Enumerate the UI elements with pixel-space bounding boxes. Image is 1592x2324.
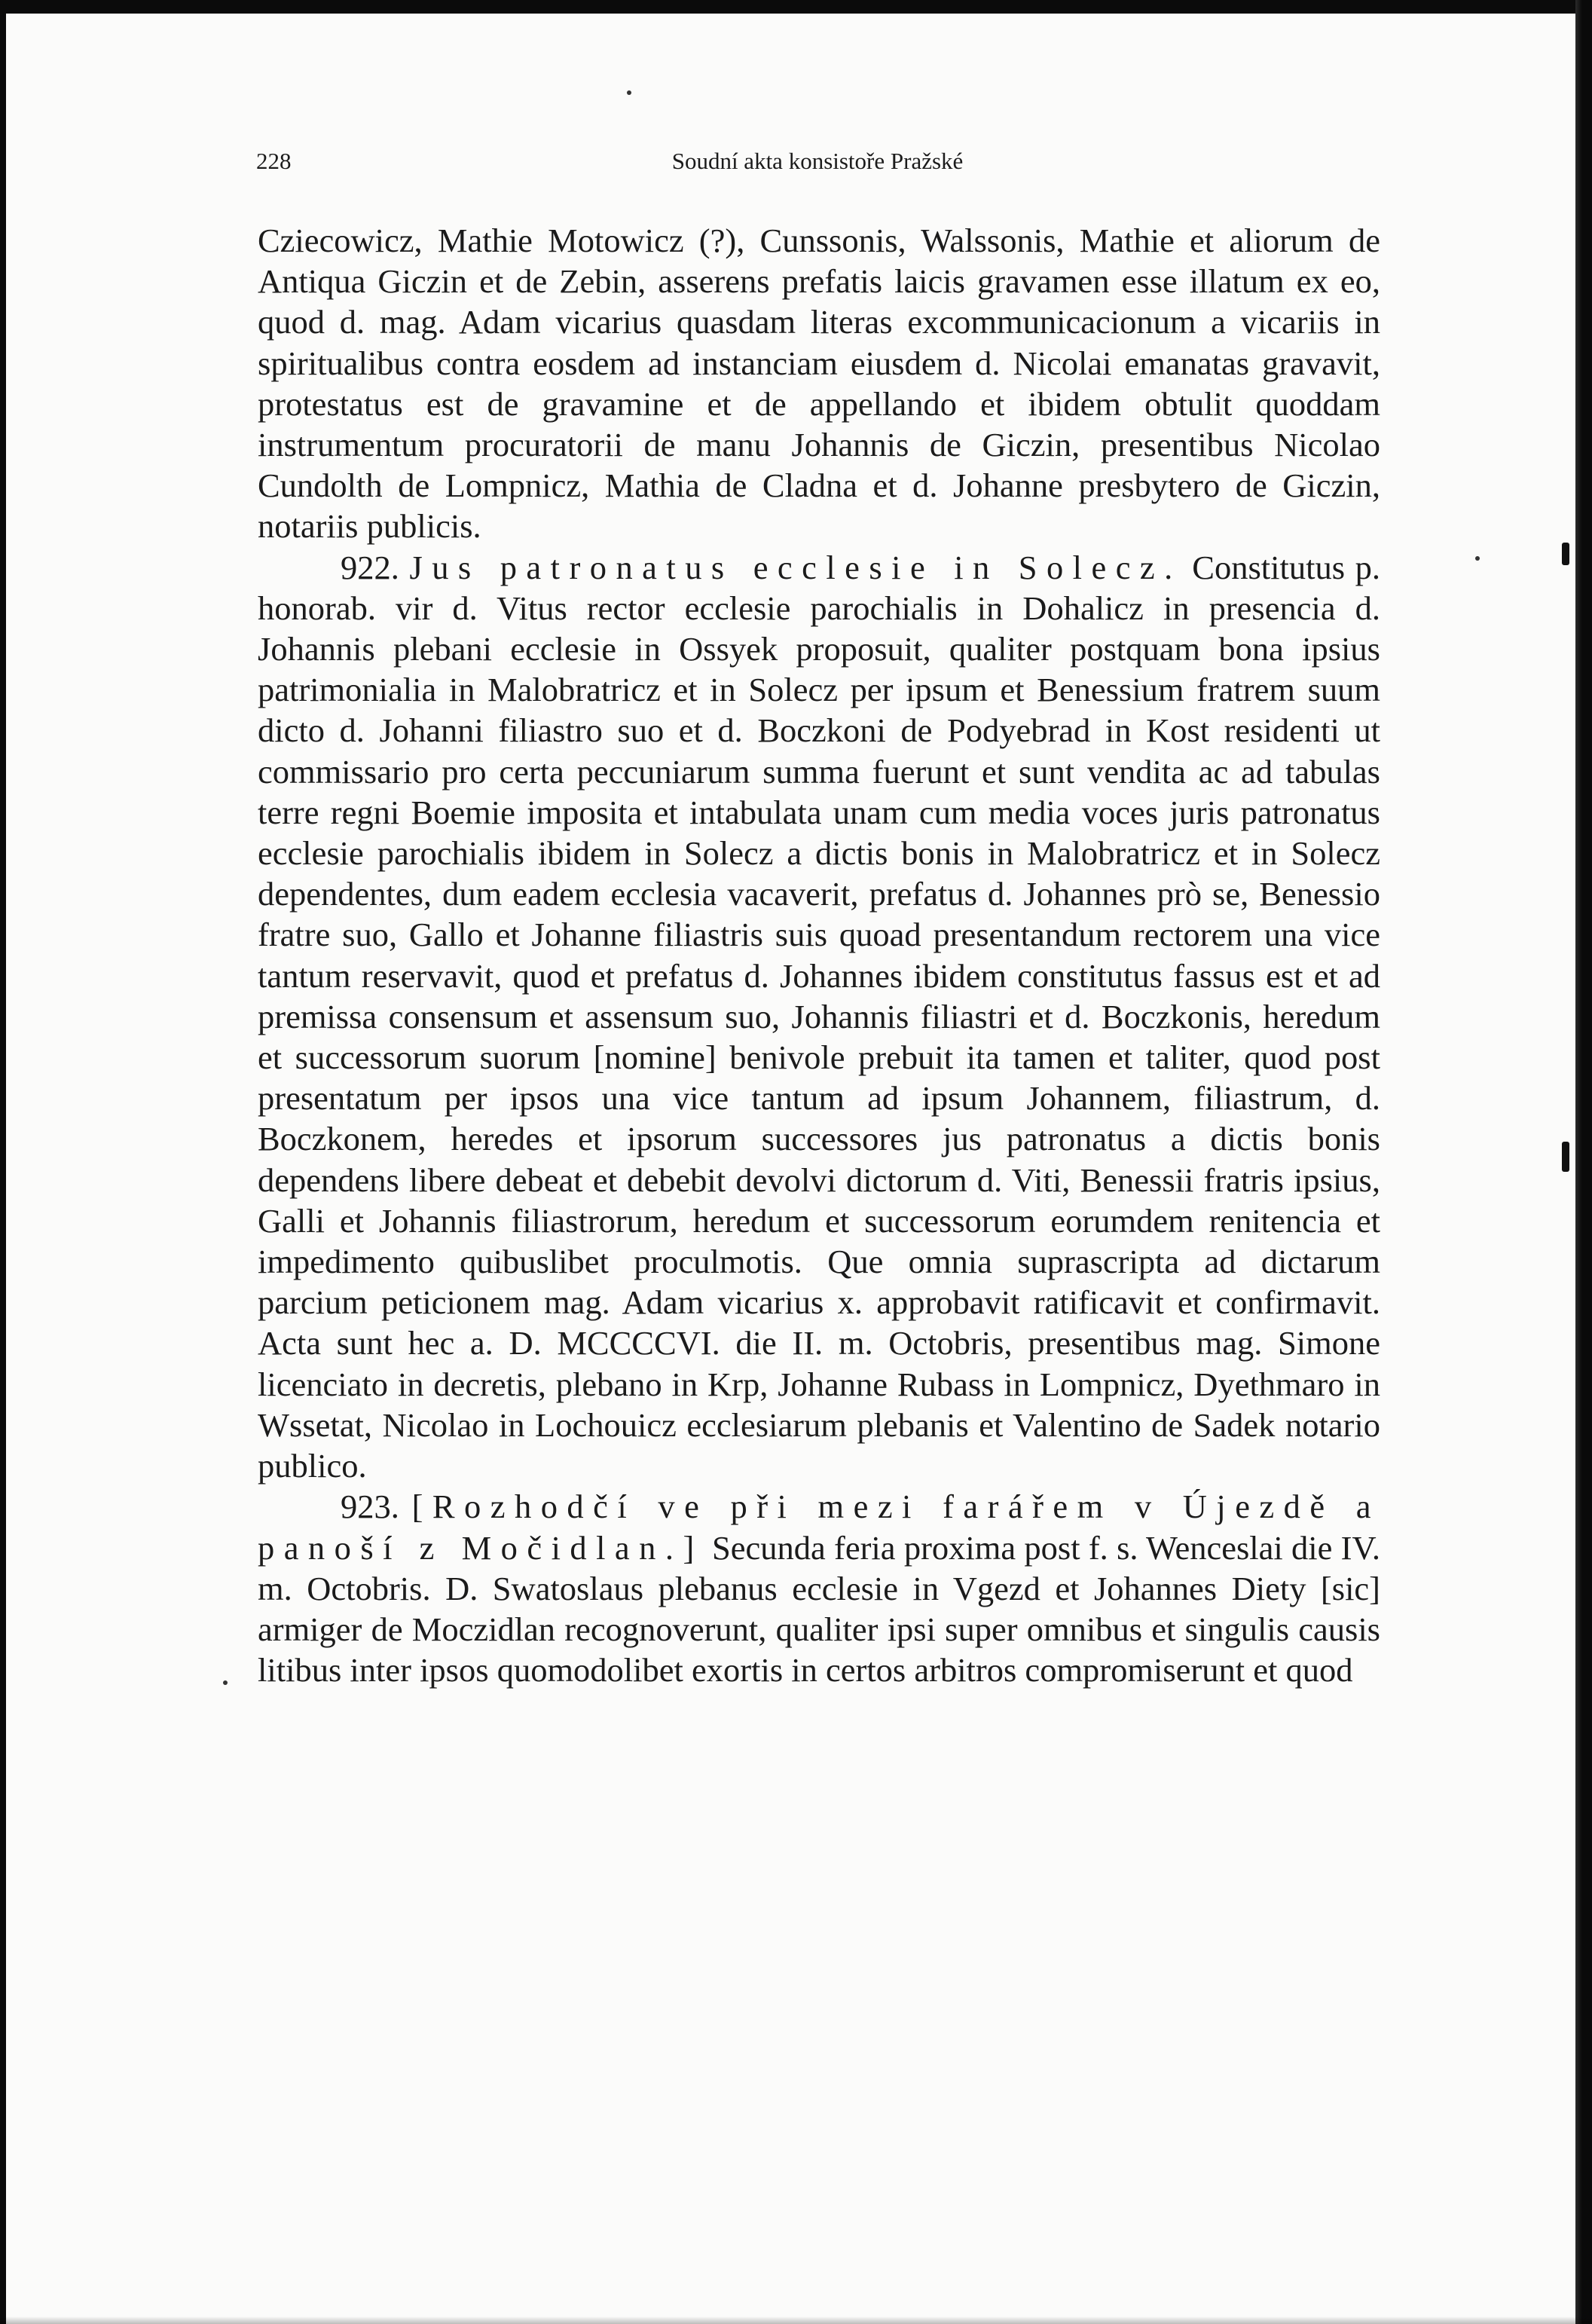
running-head bbox=[256, 146, 1379, 176]
page-number: 228 bbox=[256, 148, 292, 174]
entry-text: Secunda feria proxima post f. s. Wenceslai die IV. m. Octobris. D. Swatoslaus plebanus ecclesie in Vgezd et Johannes Diety [sic] armiger de Moczidlan recognoverunt, qualiter ipsi super omnibus et singulis causis litibus inter ipsos quomodolibet exortis in certos arbitros compromiserunt et quod bbox=[258, 1528, 1381, 1689]
page-edge-right bbox=[1575, 0, 1592, 2324]
continuation-paragraph: Cziecowicz, Mathie Motowicz (?), Cunssonis, Walssonis, Mathie et aliorum de Antiqua Giczin et de Zebin, asserens prefatis laicis gravamen esse illatum ex eo, quod d. mag. Adam vicarius quasdam literas excommunicacionum a vicariis in spiritualibus contra eosdem ad instanciam eiusdem d. Nicolai emanatas gravavit, protestatus est de gravamine et de appellando et ibidem obtulit quoddam instrumentum procuratorii de manu Johannis de Giczin, presentibus Nicolao Cundolth de Lompnicz, Mathia de Cladna et d. Johanne presbytero de Giczin, notariis publicis. bbox=[258, 222, 1380, 546]
page-edge-bottom bbox=[0, 2316, 1592, 2324]
entry-922 bbox=[258, 547, 1380, 1487]
scan-mark bbox=[1562, 1142, 1569, 1172]
scan-speck bbox=[1475, 556, 1480, 561]
entry-heading: [Rozhodčí ve při mezi farářem v Újezdě a panoší z Močidlan.] bbox=[258, 1488, 1380, 1567]
scan-mark bbox=[1562, 543, 1569, 565]
scan-speck bbox=[627, 90, 631, 95]
entry-number: 923. bbox=[341, 1488, 399, 1526]
running-title: Soudní akta konsistoře Pražské bbox=[671, 148, 964, 174]
entry-number: 922. bbox=[341, 548, 399, 586]
entry-text: Constitutus p. honorab. vir d. Vitus rector ecclesie parochialis in Dohalicz in presencia d. Johannis plebani ecclesie in Ossyek proposuit, qualiter postquam bona ipsius patrimonialia in Malobratricz et in Solecz per ipsum et Benessium fratrem suum dicto d. Johanni filiastro suo et d. Boczkoni de Podyebrad in Kost residenti ut commissario pro certa peccuniarum summa fuerunt et sunt vendita ac ad tabulas terre regni Boemie imposita et intabulata unam cum media voces juris patronatus ecclesie parochialis ibidem in Solecz a dictis bonis in Malobratricz et in Solecz dependentes, dum eadem ecclesia vacaverit, prefatus d. Johannes prò se, Benessio fratre suo, Gallo et Johanne filiastris suis quoad presentandum rectorem una vice tantum reservavit, quod et prefatus d. Johannes ibidem constitutus fassus est et ad premissa consensum et assensum suo, Johannis filiastri et d. Boczkonis, heredum et successorum suorum [nomine] benivole prebuit ita tamen et taliter, quod post presentatum per ipsos una vice tantum ad ipsum Johannem, filiastrum, d. Boczkonem, heredes et ipsorum successores jus patronatus a dictis bonis dependens libere debeat et debebit devolvi dictorum d. Viti, Benessii fratris ipsius, Galli et Johannis filiastrorum, heredum et successorum eorumdem renitencia et impedimento quibuslibet proculmotis. Que omnia suprascripta ad dictarum parcium peticionem mag. Adam vicarius x. approbavit ratificavit et confirmavit. Acta sunt hec a. D. MCCCCVI. die II. m. Octobris, presentibus mag. Simone licenciato in decretis, plebano in Krp, Johanne Rubass in Lompnicz, Dyethmaro in Wssetat, Nicolao in Lochouicz ecclesiarum plebanis et Valentino de Sadek notario publico. bbox=[258, 548, 1381, 1485]
entry-923 bbox=[258, 1486, 1380, 1690]
entry-heading: Jus patronatus ecclesie in Solecz. bbox=[409, 548, 1182, 586]
scan-speck bbox=[223, 1680, 228, 1685]
body-text bbox=[258, 220, 1380, 1690]
